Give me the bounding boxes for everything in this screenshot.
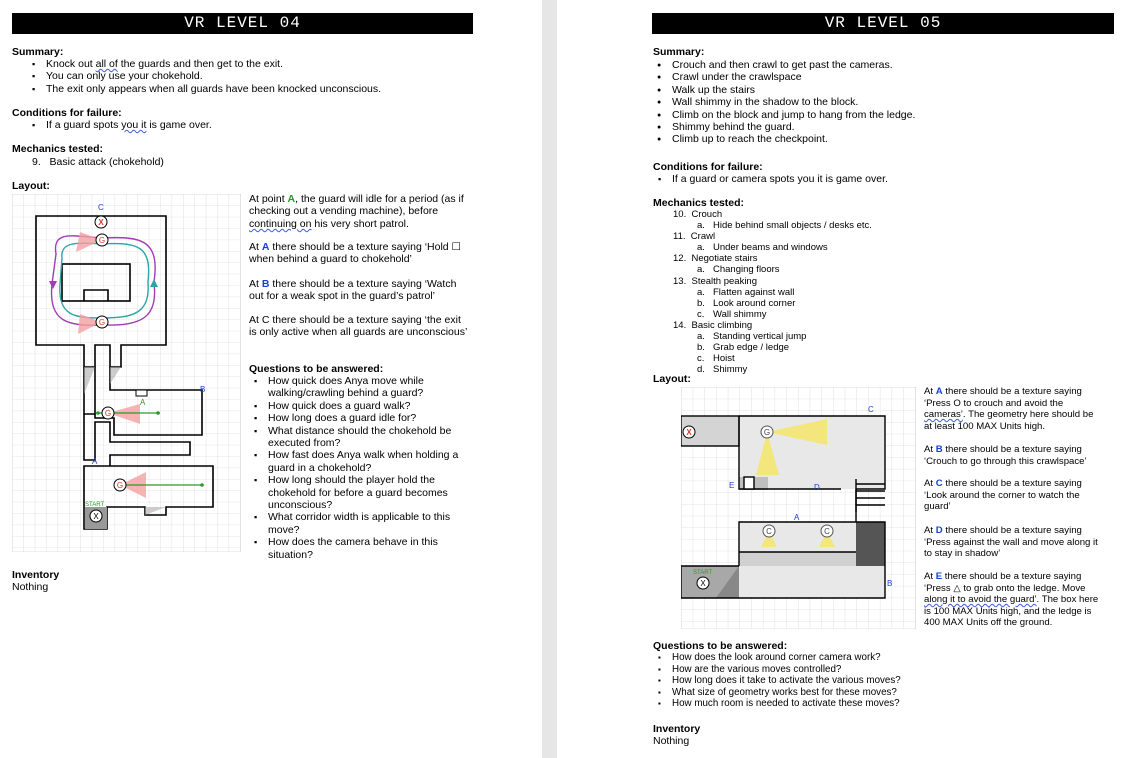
mechanic-item: 13. Stealth peaking <box>673 275 757 287</box>
note-point-a: At point A, the guard will idle for a period (as if checking out a vending machine), before continuing on his very short patrol. <box>249 193 464 230</box>
failure-list <box>28 119 212 131</box>
mechanic-subitem: b. Grab edge / ledge <box>697 342 790 354</box>
note-texture-a: At A there should be a texture saying ‘Hold ☐ when behind a guard to chokehold’ <box>249 241 461 266</box>
svg-text:C: C <box>766 527 772 536</box>
inventory-heading: Inventory <box>12 569 60 581</box>
mechanics-heading: Mechanics tested: <box>12 143 104 155</box>
start-x-icon <box>90 510 102 522</box>
page-vr-level-04 <box>0 0 542 758</box>
list-item: ▪ How quick does Anya move while walking/crawling behind a guard? <box>250 375 458 400</box>
list-item: ▪ How quick does a guard walk? <box>250 400 458 412</box>
list-item: ▪ What corridor width is applicable to this move? <box>250 511 458 536</box>
list-item: ● Crouch and then crawl to get past the cameras. <box>654 59 915 71</box>
note-texture-b: At B there should be a texture saying ‘Crouch to go through this crawlspace’ <box>924 444 1087 467</box>
guard-icon <box>96 316 108 328</box>
note-texture-e: At E there should be a texture saying ‘Press △ to grab onto the ledge. Move along it to avoid the guard’. The box here is 100 MAX Units high, and the ledge is 400 MAX Units off the ground. <box>924 571 1099 629</box>
list-item: ● Walk up the stairs <box>654 84 915 96</box>
failure-heading: Conditions for failure: <box>12 107 122 119</box>
mechanic-item: 10. Crouch <box>673 209 723 220</box>
map-label-d: D <box>814 483 820 492</box>
level-04-map <box>12 194 241 552</box>
mechanic-subitem: a. Changing floors <box>697 264 780 276</box>
list-item: ● Crawl under the crawlspace <box>654 71 915 83</box>
list-item: ▪ How much room is needed to activate these moves? <box>654 698 901 710</box>
list-item: ▪ You can only use your chokehold. <box>28 70 381 82</box>
failure-heading: Conditions for failure: <box>653 161 763 173</box>
questions-heading: Questions to be answered: <box>249 363 384 375</box>
mechanic-subitem: a. Standing vertical jump <box>697 331 807 343</box>
mechanics-heading: Mechanics tested: <box>653 197 745 209</box>
start-x-icon <box>697 577 709 589</box>
level-title: VR LEVEL 04 <box>12 13 473 34</box>
map-label-e: E <box>729 481 735 490</box>
list-item: ▪ What size of geometry works best for these moves? <box>654 687 901 699</box>
inventory-heading: Inventory <box>653 723 701 735</box>
inventory-value: Nothing <box>653 735 690 747</box>
svg-text:X: X <box>686 428 692 437</box>
list-item: ● Shimmy behind the guard. <box>654 121 915 133</box>
list-item: ▪ Knock out all of the guards and then get to the exit. <box>28 58 381 70</box>
mechanic-subitem: d. Shimmy <box>697 364 748 376</box>
summary-list <box>28 58 381 95</box>
map-label-a: A <box>140 398 146 407</box>
svg-text:X: X <box>93 512 99 521</box>
svg-text:G: G <box>98 318 106 327</box>
list-item: ● Climb on the block and jump to hang from the ledge. <box>654 109 915 121</box>
list-item: ▪ How does the camera behave in this situation? <box>250 536 458 561</box>
note-texture-c: At C there should be a texture saying ‘the exit is only active when all guards are unconscious’ <box>249 314 468 339</box>
summary-heading: Summary: <box>12 46 64 58</box>
mechanic-subitem: a. Under beams and windows <box>697 242 828 254</box>
mechanic-item: 12. Negotiate stairs <box>673 253 758 265</box>
failure-list <box>654 173 888 185</box>
list-item: ▪ How long does it take to activate the various moves? <box>654 675 901 687</box>
inventory-value: Nothing <box>12 581 49 593</box>
svg-text:G: G <box>116 481 124 490</box>
mechanic-subitem: a. Hide behind small objects / desks etc. <box>697 220 872 232</box>
svg-text:C: C <box>824 527 830 536</box>
guard-icon <box>761 426 773 438</box>
page-gap <box>542 0 557 758</box>
list-item: ● Wall shimmy in the shadow to the block. <box>654 96 915 108</box>
list-item: ▪ If a guard spots you it is game over. <box>28 119 212 131</box>
exit-x-icon <box>683 426 695 438</box>
guard-icon <box>114 479 126 491</box>
note-texture-d: At D there should be a texture saying ‘Press against the wall and move along it to stay in shadow’ <box>924 525 1098 560</box>
mechanic-subitem: c. Wall shimmy <box>697 308 767 320</box>
map-label-b: B <box>200 385 206 394</box>
note-texture-a: At A there should be a texture saying ‘Press O to crouch and avoid the cameras’. The geometry here should be at least 100 MAX Units high. <box>924 386 1094 432</box>
level-title: VR LEVEL 05 <box>652 13 1114 34</box>
map-label-a: A <box>794 513 800 522</box>
map-label-start: START <box>693 570 713 576</box>
questions-list <box>250 375 458 561</box>
list-item: ▪ If a guard or camera spots you it is game over. <box>654 173 888 185</box>
mechanic-subitem: b. Look around corner <box>697 297 796 309</box>
svg-text:G: G <box>98 236 106 245</box>
map-label-b: B <box>887 579 893 588</box>
list-item: ▪ How fast does Anya walk when holding a guard in a chokehold? <box>250 449 458 474</box>
summary-heading: Summary: <box>653 46 705 58</box>
list-item: ▪ What distance should the chokehold be executed from? <box>250 425 458 450</box>
exit-x-icon <box>95 216 107 228</box>
map-label-c: C <box>868 405 874 414</box>
map-label-start: START <box>85 502 105 508</box>
mechanic-item: 11. Crawl <box>673 231 716 243</box>
list-item: ▪ How long should the player hold the chokehold for before a guard becomes unconscious? <box>250 474 458 511</box>
svg-text:G: G <box>763 428 771 437</box>
page-vr-level-05 <box>557 0 1129 758</box>
camera-icon <box>821 525 833 537</box>
summary-list <box>654 59 915 146</box>
svg-text:X: X <box>700 579 706 588</box>
map-label-a: A <box>92 457 98 466</box>
map-label-c: C <box>98 203 104 212</box>
svg-text:X: X <box>98 218 104 227</box>
camera-icon <box>763 525 775 537</box>
list-item: ▪ How does the look around corner camera work? <box>654 652 901 664</box>
layout-heading: Layout: <box>653 373 691 385</box>
guard-icon <box>102 407 114 419</box>
mechanic-item: 9. Basic attack (chokehold) <box>32 156 164 168</box>
mechanic-item: 14. Basic climbing <box>673 319 753 331</box>
note-texture-b: At B there should be a texture saying ‘Watch out for a weak spot in the guard’s patrol’ <box>249 278 457 303</box>
list-item: ● Climb up to reach the checkpoint. <box>654 133 915 145</box>
layout-heading: Layout: <box>12 180 50 192</box>
mechanics-list <box>657 209 872 375</box>
level-05-map <box>681 387 916 629</box>
questions-list <box>654 652 901 710</box>
mechanic-subitem: a. Flatten against wall <box>697 286 795 298</box>
questions-heading: Questions to be answered: <box>653 640 788 652</box>
svg-text:G: G <box>104 409 112 418</box>
guard-icon <box>96 234 108 246</box>
note-texture-c: At C there should be a texture saying ‘Look around the corner to watch the guard’ <box>924 478 1082 513</box>
list-item: ▪ How are the various moves controlled? <box>654 664 901 676</box>
mechanic-subitem: c. Hoist <box>697 353 735 365</box>
list-item: ▪ The exit only appears when all guards have been knocked unconscious. <box>28 83 381 95</box>
list-item: ▪ How long does a guard idle for? <box>250 412 458 424</box>
